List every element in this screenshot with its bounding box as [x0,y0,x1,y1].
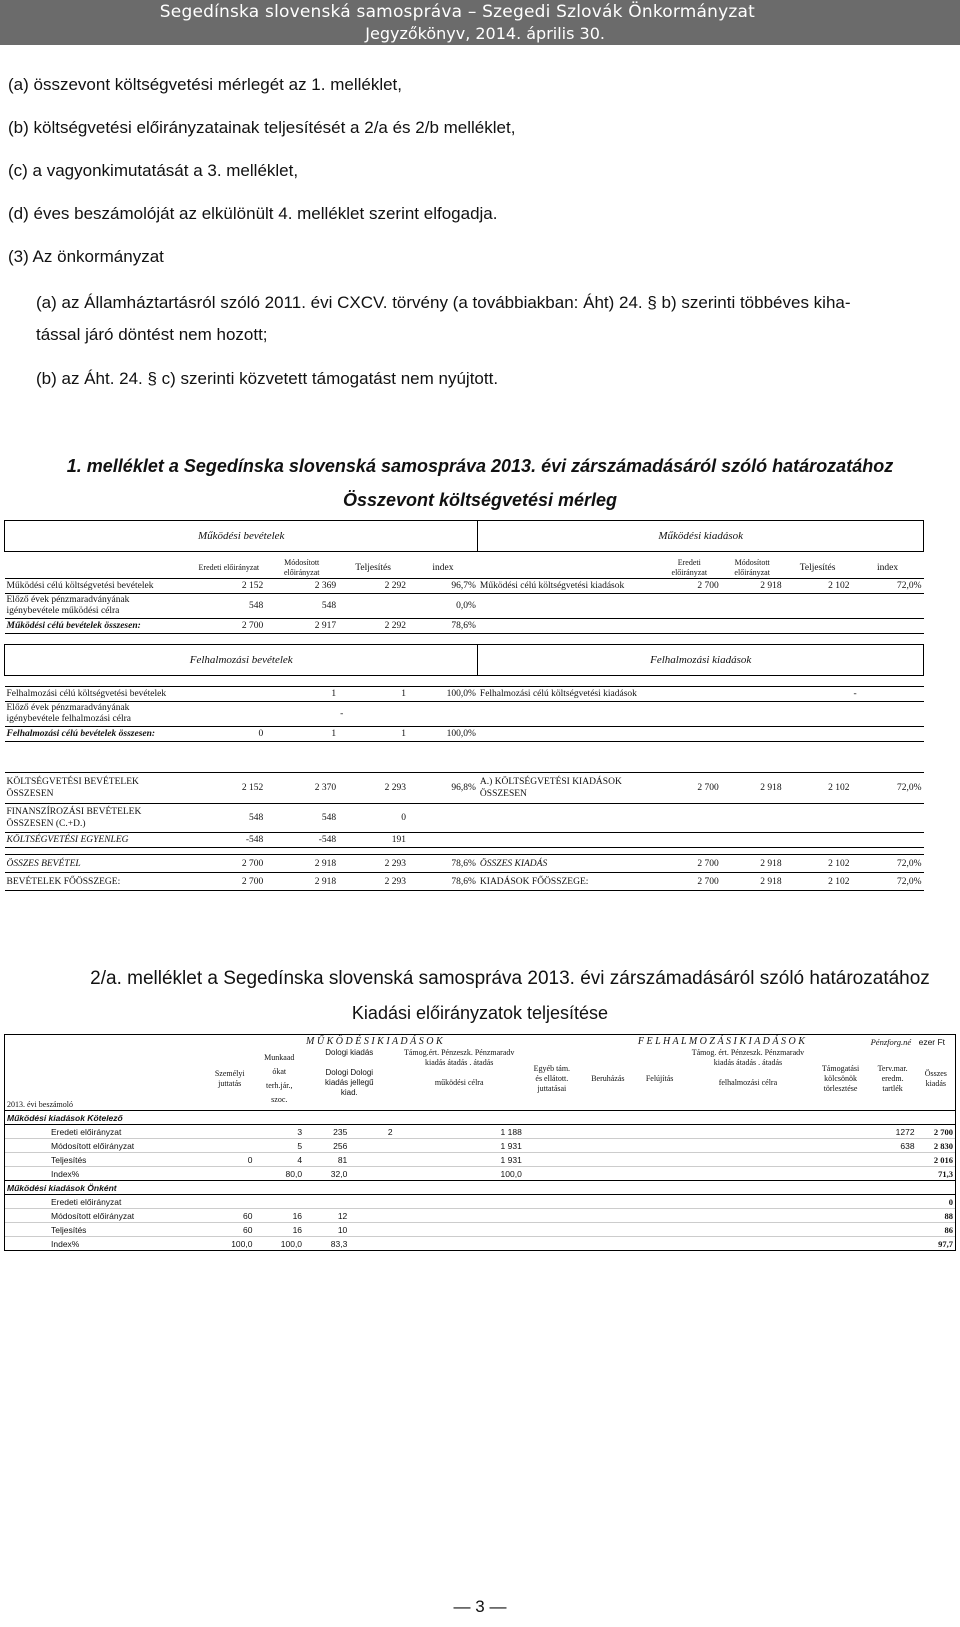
cell: 638 [900,1140,915,1151]
h-text: eredm. [881,1074,904,1083]
h-text: átadás [447,1058,468,1067]
cell: 72,0% [896,876,922,887]
h-text: Munkaad [264,1053,295,1062]
cell: 100,0 [500,1168,522,1179]
h-text: működési célra [434,1078,484,1087]
col-eredeti: Eredeti előirányzat [198,563,260,572]
h-text: Terv.mar. [877,1064,908,1073]
col-modositott-2: Módosított előirányzat [734,558,770,577]
cell: 2 369 [314,581,337,591]
row-label: Felhalmozási célú költségvetési kiadások [479,689,637,699]
col-modositott: Módosított előirányzat [283,558,320,577]
cell: 12 [337,1210,348,1221]
cell [349,1153,394,1167]
h-text: kiadás [713,1058,735,1067]
col-teljesites-2: Teljesítés [799,563,836,573]
h-text: Támog.ért. [403,1048,440,1057]
row-label: Előző évek pénzmaradványának [6,595,130,605]
row-label: ÖSSZES BEVÉTEL [6,858,81,869]
cell: 2 700 [697,858,719,869]
cell: 100,0% [446,729,476,739]
cell: 2 102 [828,783,850,793]
cell: 0 [917,1195,956,1209]
row-label: Működési célú költségvetési kiadások [479,581,625,591]
h-text: ókat [272,1067,287,1076]
row-label: Index% [5,1237,205,1251]
cell: 2 700 [697,783,719,793]
cell: 2 152 [241,581,264,591]
col-index: index [432,563,454,573]
h-text: Pénzeszk. [730,1048,763,1057]
cell: 2 700 [917,1125,956,1139]
cell: 2 917 [314,621,337,631]
cell: 2 918 [760,783,782,793]
page-number: — 3 — [453,1597,507,1616]
cell: 2 152 [241,783,264,793]
cell: 4 [297,1154,303,1165]
h-text: Egyéb tám. [533,1064,571,1073]
h-text: juttatás [218,1079,242,1088]
cell: 0 [258,729,264,739]
cell [205,1125,255,1139]
row-label: ÖSSZESEN (C.+D.) [6,819,86,829]
cell: 1 931 [500,1140,522,1151]
h-text: Felújítás [645,1074,674,1083]
row-label: igénybevétele felhalmozási célra [6,714,131,724]
cell: -548 [245,835,264,845]
cell: 5 [297,1140,303,1151]
h-text: tartlék [882,1084,903,1093]
cell: 2 700 [697,581,719,591]
cell: 2 830 [917,1139,956,1153]
cell: 2 293 [384,858,407,869]
header-subtitle: Jegyzőkönyv, 2014. április 30. [365,24,605,43]
cell: 2 700 [697,876,719,887]
penzforg-label: Pénzforg.né [870,1036,912,1047]
cell: 97,7 [917,1237,956,1251]
h-text: Beruházás [591,1074,625,1083]
row-label: Teljesítés [5,1223,205,1237]
row-label: KÖLTSÉGVETÉSI BEVÉTELEK [6,777,139,787]
cell: 1 [401,689,407,699]
h-text: átadás [736,1058,757,1067]
cell: 1 [401,729,407,739]
cell: 72,0% [896,858,922,869]
cell: 1272 [895,1126,915,1137]
row-label: ÖSSZESEN [479,789,527,799]
h-text: Támogatási [821,1064,860,1073]
cell [205,1139,255,1153]
h-text: terh.jár., [266,1081,293,1090]
cell: 256 [333,1140,348,1151]
cell: 191 [391,835,407,845]
cell: 86 [917,1223,956,1237]
h-text: Összes [924,1069,947,1078]
row-label: Index% [5,1167,205,1181]
row-label: Felhalmozási célú bevételek összesen: [6,729,156,739]
cell: 2 293 [384,876,407,887]
header-title: Segedínska slovenská samospráva – Szegedi Szlovák Önkormányzat [159,2,755,22]
paragraph-e: (3) Az önkormányzat [8,247,164,266]
row-label: KIADÁSOK FŐÖSSZEGE: [479,876,589,887]
cell: 78,6% [451,621,476,631]
cell: 32,0 [330,1168,348,1179]
cell: 548 [249,813,264,823]
h-text: kiadás [325,1078,349,1087]
section-kotelezo: Működési kiadások Kötelező [5,1111,956,1125]
cell: -548 [318,835,337,845]
cell: 78,6% [451,858,476,869]
cell: 60 [243,1224,253,1235]
row-label: Működési célú költségvetési bevételek [6,581,154,591]
h-text: Személyi [214,1069,245,1078]
section-onkent: Működési kiadások Önként [5,1181,956,1195]
cell: 2 700 [241,858,264,869]
h-text: Pénzeszk. [441,1048,473,1057]
cell: 1 [331,689,337,699]
cell [304,1195,349,1209]
h-text: . átadás [469,1058,494,1067]
cell: 548 [321,813,337,823]
h-text: szoc. [271,1095,288,1104]
cell: 88 [917,1209,956,1223]
paragraph-f1: (a) az Államháztartásról szóló 2011. évi CXCV. törvény (a továbbiakban: Áht) 24. § b) szerinti többéves kiha- [36,293,851,312]
row-label: igénybevétele működési célra [6,606,120,616]
cell: 1 [331,729,337,739]
h-text: kiadás [424,1058,446,1067]
year-label: 2013. évi beszámoló [5,1048,205,1111]
h-text: kiadás [925,1079,947,1088]
cell [205,1195,255,1209]
col-index-2: index [876,563,899,573]
h-text: felhalmozási célra [718,1078,778,1087]
op-income-header: Működési bevételek [5,521,478,552]
h-text: Dologi [325,1068,349,1077]
cell: 2 700 [241,876,264,887]
cell: 548 [321,601,337,611]
cell [349,1139,394,1153]
h-text: jellegű [350,1078,374,1087]
h-text: Pénzmaradv [764,1048,805,1057]
cell: 96,8% [451,783,476,793]
h-text: Támog. ért. [691,1048,729,1057]
cap-income-header: Felhalmozási bevételek [5,645,478,676]
annex1-title: 1. melléklet a Segedínska slovenská samospráva 2013. évi zárszámadásáról szóló határozatához [66,456,894,476]
cell: 2 292 [384,581,407,591]
cap-expense-header: Felhalmozási kiadások [478,645,924,676]
h-text: Dologi kiadás [325,1048,374,1057]
h-text: . átadás [758,1058,783,1067]
row-label: Működési célú bevételek összesen: [6,621,141,631]
cell: 235 [333,1126,348,1137]
cell: 78,6% [451,876,476,887]
cell [349,1167,394,1181]
cell: 100,0 [280,1238,303,1249]
cell: 3 [297,1126,303,1137]
cell: 2 918 [760,858,782,869]
annex1-subtitle: Összevont költségvetési mérleg [342,490,618,510]
col-teljesites: Teljesítés [355,563,391,573]
col-eredeti-2: Eredeti előirányzat [671,558,708,577]
row-label: Eredeti előirányzat [5,1125,205,1139]
h-text: Dologi [350,1068,374,1077]
row-label: ÖSSZESEN [6,789,54,799]
cell: 2 918 [314,876,337,887]
unit-label: ezer Ft [917,1035,956,1049]
cell: - [853,689,857,699]
row-label: Módosított előirányzat [5,1209,205,1223]
cell: 2 918 [760,581,782,591]
cell [205,1167,255,1181]
annex2-subtitle: Kiadási előirányzatok teljesítése [351,1003,609,1023]
paragraph-a: (a) összevont költségvetési mérlegét az 1. melléklet, [8,75,403,94]
cell: 2 102 [828,581,850,591]
cell: 72,0% [896,581,922,591]
cell: 60 [243,1210,253,1221]
cell [869,1153,917,1167]
cell: 2 102 [828,858,850,869]
h-text: törlesztése [823,1084,858,1093]
row-label: ÖSSZES KIADÁS [479,858,548,869]
cell: 2 292 [384,621,407,631]
cell: 72,0% [896,783,922,793]
row-label: Előző évek pénzmaradványának [6,703,130,713]
cell: 2 370 [314,783,337,793]
h-text: Pénzmaradv [474,1048,515,1057]
row-label: Módosított előirányzat [5,1139,205,1153]
cell: 71,3 [917,1167,956,1181]
row-label: A.) KÖLTSÉGVETÉSI KIADÁSOK [479,777,622,787]
row-label: KÖLTSÉGVETÉSI EGYENLEG [6,835,129,845]
row-label: Teljesítés [5,1153,205,1167]
annex2-title: 2/a. melléklet a Segedínska slovenská samospráva 2013. évi zárszámadásáról szóló határozatához [90,968,930,989]
h-text: kiad. [340,1088,358,1097]
cell [869,1167,917,1181]
expense-table [4,1034,956,1251]
paragraph-f2: tással járó döntést nem hozott; [36,325,268,344]
cell: 2 293 [384,783,407,793]
paragraph-c: (c) a vagyonkimutatását a 3. melléklet, [8,161,299,180]
page-header [0,0,960,45]
cell: 2 700 [241,621,264,631]
cell: 100,0% [446,689,476,699]
h-text: kölcsönök [824,1074,858,1083]
cell: 80,0 [285,1168,303,1179]
cell: 2 [387,1126,393,1137]
paragraph-g: (b) az Áht. 24. § c) szerinti közvetett támogatást nem nyújtott. [36,369,499,388]
cell: 81 [337,1154,348,1165]
cell: 2 918 [760,876,782,887]
cell: 2 102 [828,876,850,887]
cell: 16 [292,1224,303,1235]
cell: 2 016 [917,1153,956,1167]
group-operating: M Ű K Ö D É S I K I A D Á S O K [306,1036,443,1047]
cell: 100,0 [231,1238,253,1249]
row-label: Felhalmozási célú költségvetési bevételek [6,689,167,699]
cell: 0,0% [456,601,476,611]
cell: 2 918 [314,858,337,869]
cell: - [340,709,344,719]
row-label: BEVÉTELEK FŐÖSSZEGE: [6,876,121,887]
cell: 1 931 [500,1154,522,1165]
group-capital: F E L H A L M O Z Á S I K I A D Á S O K [637,1036,805,1047]
h-text: és ellátott. [535,1074,569,1083]
balance-table [4,520,924,891]
cell: 0 [401,813,407,823]
cell: 0 [247,1154,253,1165]
paragraph-d: (d) éves beszámolóját az elkülönült 4. melléklet szerint elfogadja. [8,204,498,223]
h-text: juttatásai [537,1084,567,1093]
cell: 548 [249,601,264,611]
cell: 10 [337,1224,348,1235]
cell: 83,3 [330,1238,348,1249]
cell [254,1195,304,1209]
row-label: FINANSZÍROZÁSI BEVÉTELEK [6,807,142,817]
cell: 16 [292,1210,303,1221]
row-label: Eredeti előirányzat [5,1195,205,1209]
op-expense-header: Működési kiadások [478,521,924,552]
cell: 1 188 [500,1126,522,1137]
paragraph-b: (b) költségvetési előirányzatainak teljesítését a 2/a és 2/b melléklet, [8,118,516,137]
cell: 96,7% [451,581,476,591]
